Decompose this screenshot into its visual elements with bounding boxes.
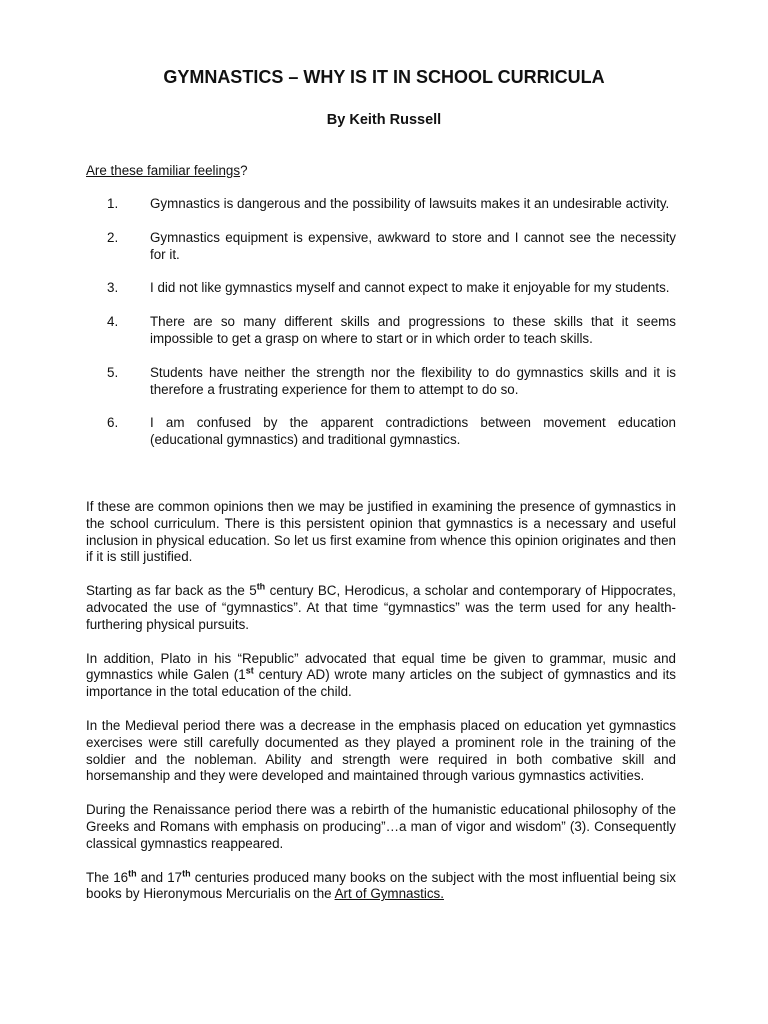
document-title: GYMNASTICS – WHY IS IT IN SCHOOL CURRICULA [163, 67, 605, 87]
list-item-text: Gymnastics equipment is expensive, awkward to store and I cannot see the necessity for it. [150, 229, 676, 262]
lead-question-underlined: Are these familiar feelings [86, 163, 241, 178]
list-item-number: 1. [107, 196, 119, 211]
paragraph: In the Medieval period there was a decrease in the emphasis placed on education yet gymnastics exercises were still carefully documented as they played a prominent role in the training of the soldier and the nobleman. Ability and strength were required in both combative skill and horsemanship and they were developed and maintained through various gymnastics activities. [86, 717, 676, 784]
paragraph: If these are common opinions then we may be justified in examining the presence of gymnastics in the school curriculum. There is this persistent opinion that gymnastics is a necessary and useful inclusion in physical education. So let us first examine from whence this opinion originates and then if it is still justified. [86, 499, 676, 565]
list-item-number: 3. [107, 280, 119, 296]
list-item [86, 280, 676, 297]
book-title-link: Art of Gymnastics. [334, 886, 444, 902]
list-item-text: There are so many different skills and progressions to these skills that it seems impossible to get a grasp on where to start or in which order to teach skills. [150, 314, 676, 346]
paragraph-text: Starting as far back as the 5 [86, 583, 257, 599]
paragraph-text: In addition, Plato in his “Republic” advocated that equal time be given to grammar, music and gymnastics while Galen (1 [86, 650, 676, 683]
paragraph-text: The 16 [86, 869, 129, 885]
ordinal-superscript: th [128, 868, 137, 879]
list-item-number: 4. [107, 314, 119, 330]
paragraph-text: centuries produced many books on the subject with the most influential being six books by Hieronymous Mercurialis on the [86, 869, 676, 902]
paragraph [86, 651, 676, 701]
paragraph-text: and 17 [136, 869, 183, 885]
list-item-text: I did not like gymnastics myself and cannot expect to make it enjoyable for my students. [150, 280, 670, 296]
paragraph-text: century AD) wrote many articles on the subject of gymnastics and its importance in the total education of the child. [86, 667, 676, 700]
list-item [86, 314, 676, 348]
ordinal-superscript: st [245, 665, 254, 676]
list-item-number: 2. [107, 229, 119, 245]
paragraph: During the Renaissance period there was a rebirth of the humanistic educational philosophy of the Greeks and Romans with emphasis on producing”…a man of vigor and wisdom” (3). Consequently classical gymnastics reappeared. [86, 802, 676, 851]
list-item [86, 230, 676, 264]
author-byline: By Keith Russell [326, 112, 442, 128]
list-item-number: 5. [107, 364, 119, 380]
list-item [86, 415, 676, 449]
body-text [86, 499, 676, 920]
list-item [86, 196, 676, 213]
list-item-text: I am confused by the apparent contradictions between movement education (educational gymnastics) and traditional gymnastics. [150, 415, 676, 448]
list-item-number: 6. [107, 415, 119, 431]
paragraph [86, 583, 676, 633]
ordinal-superscript: th [256, 581, 266, 592]
lead-question-mark: ? [240, 163, 248, 178]
paragraph [86, 870, 676, 904]
list-item [86, 365, 676, 399]
feelings-list [86, 196, 676, 466]
lead-question [86, 163, 248, 180]
ordinal-superscript: th [182, 868, 191, 879]
list-item-text: Students have neither the strength nor the flexibility to do gymnastics skills and it is therefore a frustrating experience for them to attempt to do so. [150, 364, 676, 397]
list-item-text: Gymnastics is dangerous and the possibility of lawsuits makes it an undesirable activity. [150, 196, 670, 211]
paragraph-text: century BC, Herodicus, a scholar and contemporary of Hippocrates, advocated the use of “gymnastics”. At that time “gymnastics” was the term used for any health-furthering physical pursuits. [86, 583, 676, 632]
